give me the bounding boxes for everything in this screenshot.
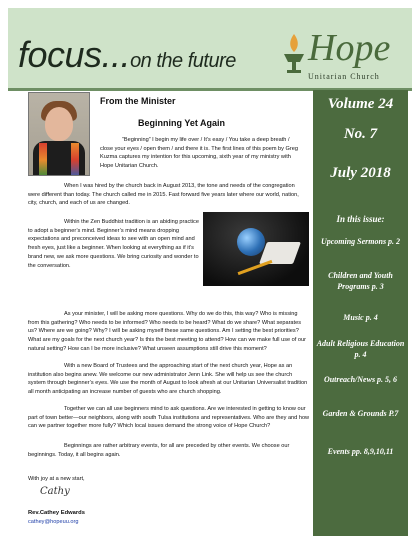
issue-sidebar [313,90,408,536]
section-title: From the Minister [100,96,176,106]
toc-item: Adult Religious Education p. 4 [316,339,405,359]
article-paragraph: With a new Board of Trustees and the approaching start of the next church year, Hope as an institution also begins anew. We welcome our new administrator Jenn Link. She will help us see the church system through beginner’s eyes. We use the month of August to look afresh at our Unitarian Universalist tradition all month anticipating an increase number of guests who are church shopping. [28,363,308,396]
in-this-issue-heading: In this issue: [336,214,385,224]
toc-item: Upcoming Sermons p. 2 [320,237,401,246]
closing-line: With joy at a new start, [28,476,85,482]
toc-item: Outreach/News p. 5, 6 [323,375,398,384]
toc-item: Events pp. 8,9,10,11 [327,447,394,456]
globe-book-photo [203,212,309,286]
toc-item: Garden & Grounds P.7 [322,409,399,418]
newsletter-header [8,8,412,91]
author-email-link[interactable]: cathey@hopeuu.org [28,519,79,525]
flaming-chalice-icon [280,32,308,76]
article-paragraph: When I was hired by the church back in August 2013, the tone and needs of the congregation were different than today. The church called me in 2015. Fast forward five years later where our world, nation, city, church, and each of us are changed. [28,183,299,207]
article-paragraph: “Beginning” I begin my life over / It’s easy / You take a deep breath / close your eyes / open them / and there it is. The first lines of this poem by Greg Kuzma captures my intention for this upcoming, sixth year of my ministry with Hope Unitarian Church. [100,137,298,170]
article-title: Beginning Yet Again [138,118,226,128]
minister-photo [28,92,90,176]
article-paragraph: As your minister, I will be asking more questions. Why do we do this, this way? Who is missing from this gathering? Who needs to be informed? Who needs to be heard? What do we share? What separates us? Where are we going? Why? I will be asking myself these same questions. Am I setting the best priorities? What are my goals for the next church year? Is this the best meeting to attend? How can we make full use of our natural setting? How can I be more inclusive? What unseen assumptions still drive this moment? [28,311,306,352]
masthead-title: focus...on the future [18,34,236,75]
toc-item: Music p. 4 [343,313,378,322]
masthead-subtitle: on the future [130,50,236,72]
article-paragraph: Beginnings are rather arbitrary events, for all are preceded by other events. We choose our beginnings. Today, it all begins again. [28,443,290,458]
volume-label: Volume 24 [327,96,394,112]
article-paragraph: Within the Zen Buddhist tradition is an abiding practice to adopt a beginner’s mind. Beginner’s mind means dropping expectations and preconceived ideas to see with an open mind and fresh eyes, just like a beginner. When looking at everything as if it’s brand new, we ask more questions. We bring curiosity and wonder to the conversation. [28,219,199,269]
issue-date: July 2018 [330,165,391,181]
issue-number: No. 7 [343,126,378,142]
signature: Cathy [40,486,70,497]
article-paragraph: Together we can all use beginners mind to ask questions. Are we interested in getting to know our part of town better—our neighbors, along with south Tulsa institutions and representatives. Who are they and how can we partner together more fully? Which local issues demand the strong voice of Hope Church? [28,406,310,430]
church-logo-subtitle: Unitarian Church [308,72,380,81]
author-name: Rev.Cathey Edwards [28,510,85,516]
toc-item: Children and Youth Programs p. 3 [328,271,393,291]
church-logo: Hope [308,27,391,69]
